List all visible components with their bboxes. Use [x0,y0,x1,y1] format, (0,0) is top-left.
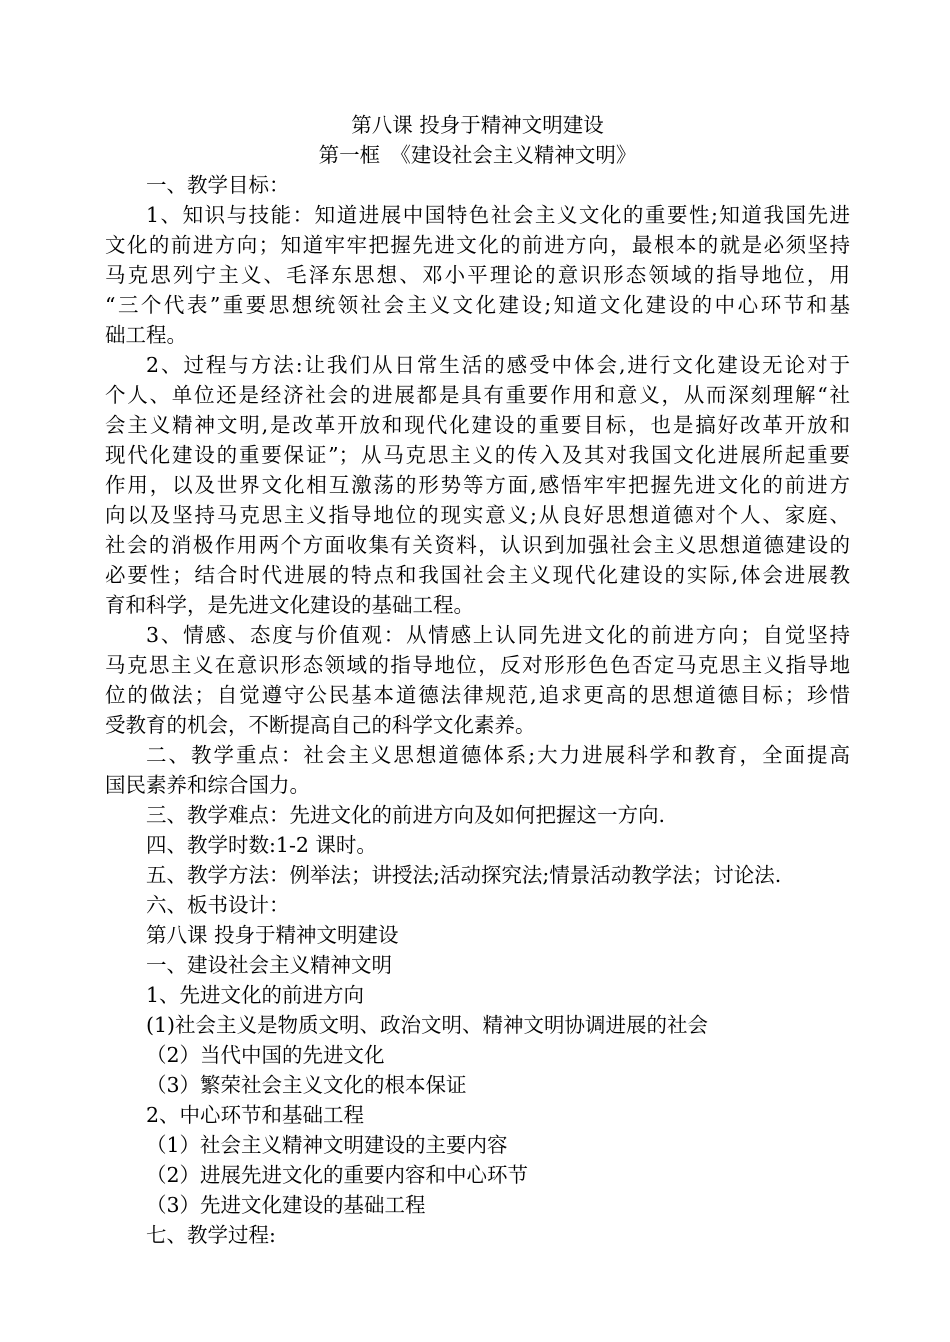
document-body [105,110,850,1250]
paragraph-line: 会主义精神文明,是改革开放和现代化建设的重要目标，也是搞好改革开放和 [105,413,850,437]
paragraph-line: “三个代表”重要思想统领社会主义文化建设;知道文化建设的中心环节和基 [105,293,850,317]
paragraph-line: 2、过程与方法:让我们从日常生活的感受中体会,进行文化建设无论对于 [146,353,850,377]
paragraph-line: 育和科学，是先进文化建设的基础工程。 [105,593,474,617]
paragraph-line: 受教育的机会，不断提高自己的科学文化素养。 [105,713,536,737]
board-point-1: 1、先进文化的前进方向 [146,983,365,1007]
paragraph-line: 础工程。 [105,323,187,347]
paragraph-line: 二、教学重点：社会主义思想道德体系;大力进展科学和教育，全面提高 [146,743,850,767]
paragraph-line: 马克思列宁主义、毛泽东思想、邓小平理论的意识形态领域的指导地位，用 [105,263,850,287]
keypoints-paragraph [105,740,850,800]
paragraph-line: 向以及坚持马克思主义指导地位的现实意义;从良好思想道德对个人、家庭、 [105,503,850,527]
board-point-2-item: （2）进展先进文化的重要内容和中心环节 [146,1163,529,1187]
board-point-1-item: （3）繁荣社会主义文化的根本保证 [146,1073,467,1097]
board-point-2-item: （3）先进文化建设的基础工程 [146,1193,426,1217]
objective-process-paragraph [105,350,850,620]
board-section: 一、建设社会主义精神文明 [146,953,392,977]
paragraph-line: 1、知识与技能：知道进展中国特色社会主义文化的重要性;知道我国先进 [146,203,850,227]
paragraph-line: 个人、单位还是经济社会的进展都是具有重要作用和意义，从而深刻理解“社 [105,383,850,407]
lesson-title: 第八课 投身于精神文明建设 [351,113,604,137]
board-point-2: 2、中心环节和基础工程 [146,1103,365,1127]
paragraph-line: 作用，以及世界文化相互激荡的形势等方面,感悟牢牢把握先进文化的前进方 [105,473,850,497]
board-point-1-item: (1)社会主义是物质文明、政治文明、精神文明协调进展的社会 [146,1013,709,1037]
paragraph-line: 3、情感、态度与价值观：从情感上认同先进文化的前进方向；自觉坚持 [146,623,850,647]
board-point-1-item: （2）当代中国的先进文化 [146,1043,385,1067]
objectives-heading: 一、教学目标： [146,173,290,197]
paragraph-line: 现代化建设的重要保证”；从马克思主义的传入及其对我国文化进展所起重要 [105,443,850,467]
paragraph-line: 社会的消极作用两个方面收集有关资料，认识到加强社会主义思想道德建设的 [105,533,850,557]
paragraph-line: 国民素养和综合国力。 [105,773,310,797]
paragraph-line: 马克思主义在意识形态领域的指导地位，反对形形色色否定马克思主义指导地 [105,653,850,677]
board-heading: 六、板书设计： [146,893,290,917]
objective-knowledge-paragraph [105,200,850,350]
difficulty-line: 三、教学难点：先进文化的前进方向及如何把握这一方向. [146,803,666,827]
process-heading: 七、教学过程: [146,1223,276,1247]
board-point-2-item: （1）社会主义精神文明建设的主要内容 [146,1133,508,1157]
methods-line: 五、教学方法：例举法；讲授法;活动探究法;情景活动教学法；讨论法. [146,863,782,887]
paragraph-line: 必要性；结合时代进展的特点和我国社会主义现代化建设的实际,体会进展教 [105,563,850,587]
hours-line: 四、教学时数:1-2 课时。 [146,833,377,857]
lesson-subtitle: 第一框 《建设社会主义精神文明》 [318,143,637,167]
objective-attitude-paragraph [105,620,850,740]
paragraph-line: 位的做法；自觉遵守公民基本道德法律规范,追求更高的思想道德目标；珍惜 [105,683,850,707]
paragraph-line: 文化的前进方向；知道牢牢把握先进文化的前进方向，最根本的就是必须坚持 [105,233,850,257]
board-lesson: 第八课 投身于精神文明建设 [146,923,399,947]
